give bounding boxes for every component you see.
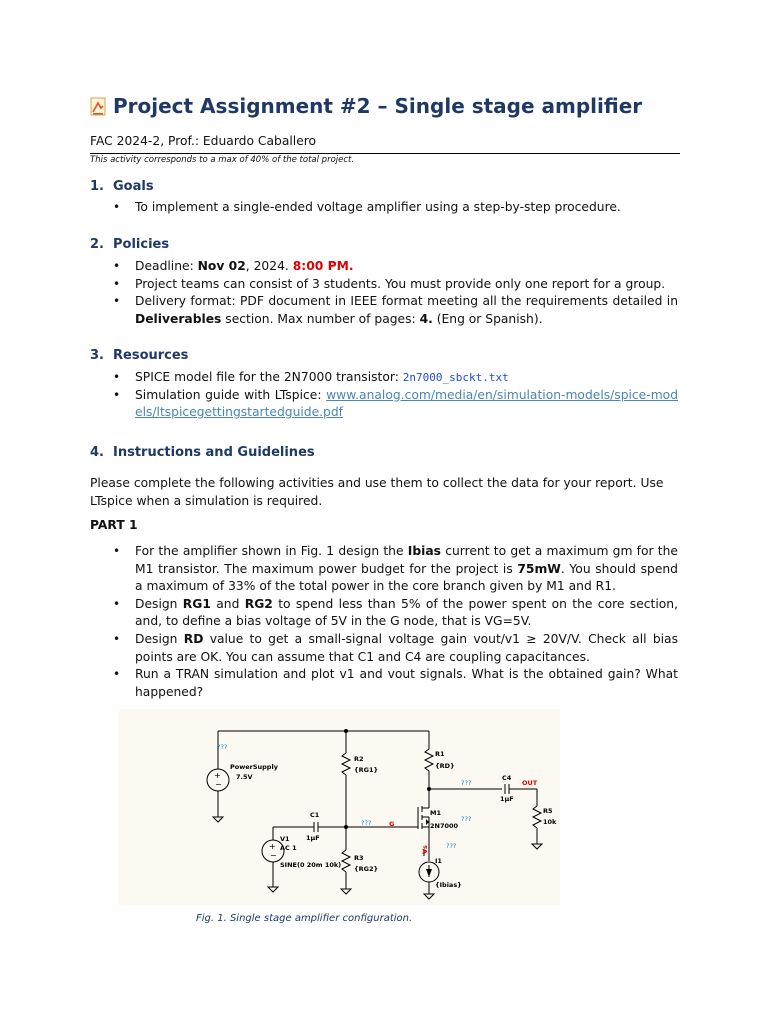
section-heading-goals: 1. Goals xyxy=(90,179,154,194)
section-heading-policies: 2. Policies xyxy=(90,237,170,252)
c1-label: C1 xyxy=(310,811,320,819)
r2-value-label: {RG1} xyxy=(354,766,379,774)
supply-value-label: 7.5V xyxy=(236,773,253,781)
m1-model-label: 2N7000 xyxy=(430,822,459,830)
part1-item-rd: • Design RD value to get a small-signal voltage gain vout/v1 ≥ 20V/V. Check all bias points are OK. You can assume that C1 and C4 are coupling capacitances. xyxy=(90,631,678,666)
policies-list xyxy=(90,258,678,328)
document-icon xyxy=(90,97,108,117)
instructions-intro: Please complete the following activities and use them to collect the data for your report. Use LTspice when a simulation is required. xyxy=(90,476,664,508)
supply-name-label: PowerSupply xyxy=(230,763,278,771)
r5-value-label: 10k xyxy=(543,818,557,826)
r5-label: R5 xyxy=(543,807,553,815)
r2-label: R2 xyxy=(354,755,364,763)
r1-label: R1 xyxy=(435,750,445,758)
amplifier-schematic xyxy=(118,709,560,905)
svg-text:+: + xyxy=(269,842,276,851)
policy-deadline: • Deadline: Nov 02, 2024. 8:00 PM. xyxy=(90,258,678,276)
part1-item-rg: • Design RG1 and RG2 to spend less than 5% of the power spent on the core section, and, to define a bias voltage of 5V in the G node, that is VG=5V. xyxy=(90,596,678,631)
ltspice-guide-link[interactable]: www.analog.com/media/en/simulation-models/spice-models/ltspicegettingstartedguide.pdf xyxy=(135,387,678,420)
course-info: FAC 2024-2, Prof.: Eduardo Caballero xyxy=(90,134,317,148)
resources-list xyxy=(90,369,678,422)
gate-node-label: G xyxy=(389,820,395,828)
title-divider xyxy=(90,153,680,154)
unknown-label-3: ??? xyxy=(361,819,372,827)
policy-format: • Delivery format: PDF document in IEEE format meeting all the requirements detailed in Deliverables section. Max number of pages: 4. (Eng or Spanish). xyxy=(90,293,678,328)
vs-node-label: Vs xyxy=(421,845,429,854)
weight-note: This activity corresponds to a max of 40% of the total project. xyxy=(90,155,355,165)
schematic-drawing xyxy=(118,709,560,905)
resource-guide: • Simulation guide with LTspice: www.analog.com/media/en/simulation-models/spice-models/ltspicegettingstartedguide.pdf xyxy=(90,387,678,422)
part-heading: PART 1 xyxy=(90,518,138,532)
r1-value-label: {RD} xyxy=(435,762,455,770)
goals-list xyxy=(90,199,678,217)
i1-label: I1 xyxy=(435,857,442,865)
part1-item-ibias: • For the amplifier shown in Fig. 1 design the Ibias current to get a maximum gm for the M1 transistor. The maximum power budget for the project is 75mW. You should spend a maximum of 33% of the total power in the core branch given by M1 and R1. xyxy=(90,543,678,596)
unknown-label-5: ??? xyxy=(446,842,457,850)
svg-text:−: − xyxy=(215,780,222,789)
figure-caption: Fig. 1. Single stage amplifier configuration. xyxy=(196,913,413,924)
goals-item: • To implement a single-ended voltage amplifier using a step-by-step procedure. xyxy=(90,199,678,217)
out-node-label: OUT xyxy=(522,779,538,787)
section-heading-instructions: 4. Instructions and Guidelines xyxy=(90,445,315,460)
section-heading-resources: 3. Resources xyxy=(90,348,189,363)
v1-sine-label: SINE(0 20m 10k) xyxy=(280,861,342,869)
c4-value-label: 1µF xyxy=(500,795,514,803)
page-title: Project Assignment #2 – Single stage amplifier xyxy=(113,94,643,118)
v1-label: V1 xyxy=(280,835,290,843)
m1-label: M1 xyxy=(430,809,441,817)
unknown-label-4: ??? xyxy=(461,815,472,823)
spice-file-link[interactable]: 2n7000_sbckt.txt xyxy=(402,371,509,384)
part1-item-tran: • Run a TRAN simulation and plot v1 and vout signals. What is the obtained gain? What happened? xyxy=(90,666,678,701)
title-row xyxy=(90,94,642,118)
resource-spice-model: • SPICE model file for the 2N7000 transistor: 2n7000_sbckt.txt xyxy=(90,369,678,387)
r3-value-label: {RG2} xyxy=(354,865,379,873)
c1-value-label: 1µF xyxy=(306,834,320,842)
v1-ac-label: AC 1 xyxy=(280,844,297,852)
policy-teams: • Project teams can consist of 3 students. You must provide only one report for a group. xyxy=(90,276,678,294)
unknown-label-1: ??? xyxy=(217,743,228,751)
r3-label: R3 xyxy=(354,854,364,862)
i1-value-label: {Ibias} xyxy=(435,881,462,889)
svg-text:+: + xyxy=(214,771,221,780)
unknown-label-2: ??? xyxy=(461,779,472,787)
c4-label: C4 xyxy=(502,774,512,782)
part1-list xyxy=(90,543,678,701)
svg-text:−: − xyxy=(270,851,277,860)
